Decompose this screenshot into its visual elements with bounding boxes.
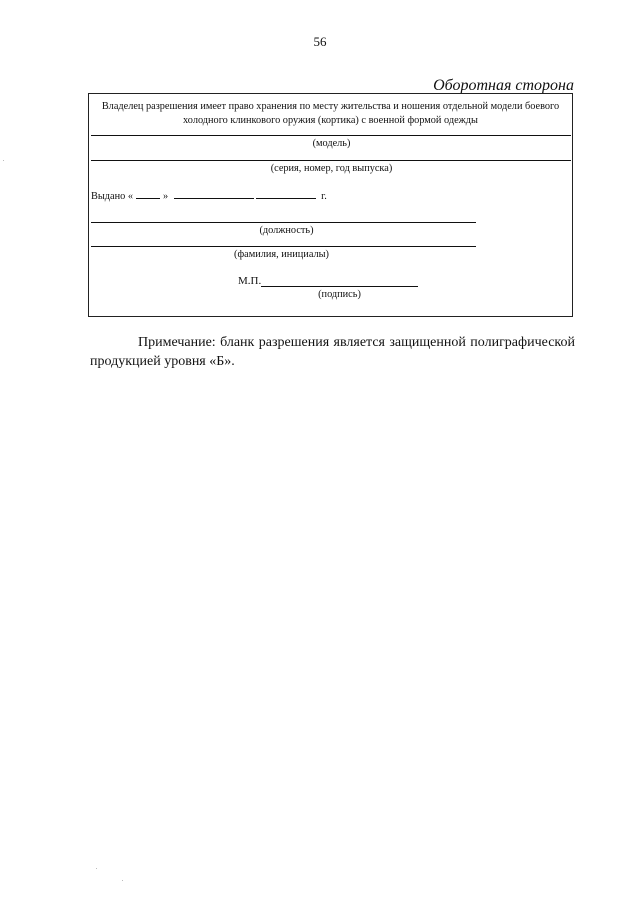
scan-mark <box>3 160 4 161</box>
model-caption: (модель) <box>312 138 351 149</box>
issued-row <box>91 188 327 202</box>
scan-mark <box>122 880 123 881</box>
name-line <box>91 246 476 247</box>
side-title: Оборотная сторона <box>433 77 574 94</box>
scan-mark <box>96 868 97 869</box>
model-line <box>91 135 571 136</box>
form-intro-text: Владелец разрешения имеет право хранения по месту жительства и ношения отдельной модели боевого холодного клинкового оружия (кортика) с военной формой одежды <box>101 101 560 126</box>
position-line <box>91 222 476 223</box>
signature-line <box>261 286 418 287</box>
page-number: 56 <box>313 34 327 49</box>
year-suffix: г. <box>321 191 327 202</box>
year-blank <box>256 188 316 199</box>
position-caption: (должность) <box>259 225 314 236</box>
issued-prefix: Выдано « <box>91 191 133 202</box>
stamp-label: М.П. <box>238 275 262 287</box>
issued-quote-close: » <box>162 191 169 202</box>
month-blank <box>174 188 254 199</box>
series-line <box>91 160 571 161</box>
series-caption: (серия, номер, год выпуска) <box>270 163 393 174</box>
signature-caption: (подпись) <box>318 289 361 300</box>
day-blank <box>136 188 160 199</box>
permit-form-box <box>88 93 573 317</box>
note-paragraph: Примечание: бланк разрешения является защищенной полиграфической продукцией уровня «Б». <box>90 335 575 369</box>
name-caption: (фамилия, инициалы) <box>234 249 329 260</box>
